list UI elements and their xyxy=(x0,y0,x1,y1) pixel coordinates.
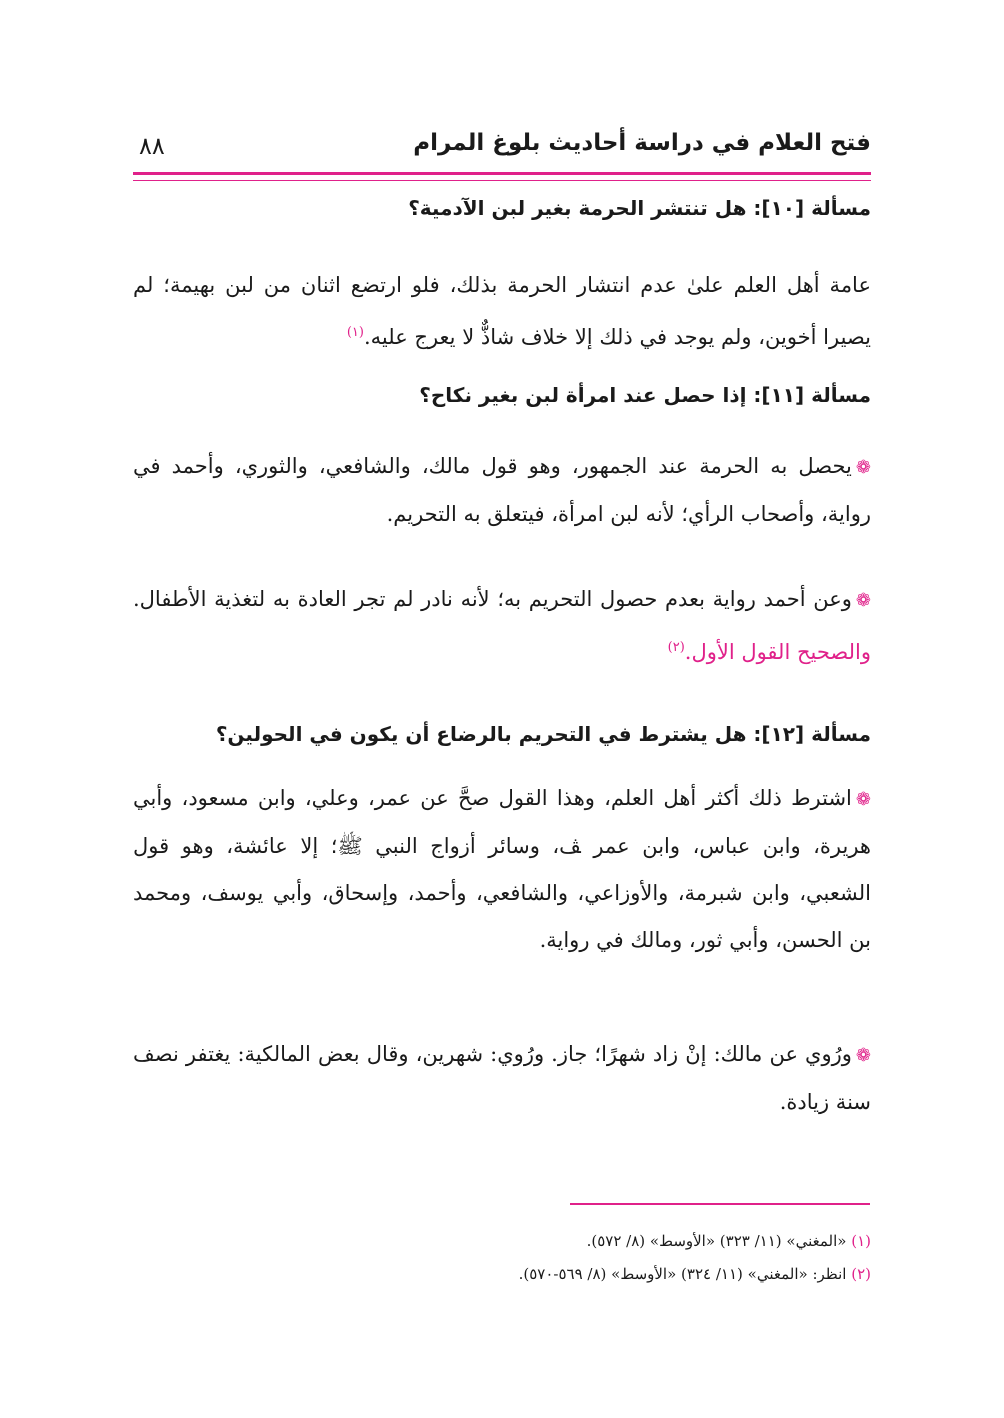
book-title: فتح العلام في دراسة أحاديث بلوغ المرام xyxy=(413,130,871,156)
preferred-opinion: والصحيح القول الأول. xyxy=(684,640,871,664)
question-11-text-1: يحصل به الحرمة عند الجمهور، وهو قول مالك، والشافعي، والثوري، وأحمد في رواية، وأصحاب الرأي؛ لأنه لبن امرأة، فيتعلق به التحريم. xyxy=(133,454,871,526)
header-rule-thick xyxy=(133,172,871,175)
question-10-paragraph xyxy=(133,262,871,361)
question-12-paragraph-2 xyxy=(133,1031,871,1126)
question-12-text-1: اشترط ذلك أكثر أهل العلم، وهذا القول صحَّ عن عمر، وعلي، وابن مسعود، وأبي هريرة، وابن عباس، وابن عمر ﭫ، وسائر أزواج النبي ﷺ؛ إلا عائشة، وهو قول الشعبي، وابن شبرمة، والأوزاعي، والشافعي، وأحمد، وإسحاق، وأبي يوسف، ومحمد بن الحسن، وأبي ثور، ومالك في رواية. xyxy=(133,786,871,952)
question-11-paragraph-2 xyxy=(133,576,871,676)
flower-bullet-icon: ❁ xyxy=(855,457,871,478)
footnote-ref-1[interactable]: (١) xyxy=(346,325,364,340)
footnote-2 xyxy=(133,1265,871,1283)
question-12-text-2: ورُوي عن مالك: إنْ زاد شهرًا؛ جاز. ورُوي: شهرين، وقال بعض المالكية: يغتفر نصف سنة زيادة. xyxy=(133,1042,871,1114)
footnote-text: «المغني» (١١/ ٣٢٣) «الأوسط» (٨/ ٥٧٢). xyxy=(586,1232,847,1250)
footnote-ref-2[interactable]: (٢) xyxy=(667,640,685,655)
flower-bullet-icon: ❁ xyxy=(855,789,871,810)
book-page xyxy=(133,0,871,1418)
flower-bullet-icon: ❁ xyxy=(855,590,871,611)
footnote-number: (٢) xyxy=(851,1265,871,1283)
footnote-text: انظر: «المغني» (١١/ ٣٢٤) «الأوسط» (٨/ ٥٦٩-٥٧٠). xyxy=(518,1265,847,1283)
running-header xyxy=(133,128,871,168)
footnote-number: (١) xyxy=(851,1232,871,1250)
question-11-paragraph-1 xyxy=(133,443,871,538)
question-12-heading: مسألة [١٢]: هل يشترط في التحريم بالرضاع أن يكون في الحولين؟ xyxy=(215,722,871,746)
question-11-text-2: وعن أحمد رواية بعدم حصول التحريم به؛ لأنه نادر لم تجر العادة به لتغذية الأطفال. xyxy=(133,587,852,611)
question-11-heading: مسألة [١١]: إذا حصل عند امرأة لبن بغير نكاح؟ xyxy=(419,383,871,407)
footnote-1 xyxy=(133,1232,871,1250)
flower-bullet-icon: ❁ xyxy=(855,1045,871,1066)
question-12-paragraph-1 xyxy=(133,775,871,964)
header-rule-thin xyxy=(133,180,871,181)
footnote-separator xyxy=(570,1203,870,1205)
question-10-heading: مسألة [١٠]: هل تنتشر الحرمة بغير لبن الآدمية؟ xyxy=(408,196,871,220)
question-10-text: عامة أهل العلم علىٰ عدم انتشار الحرمة بذلك، فلو ارتضع اثنان من لبن بهيمة؛ لم يصيرا أخوين، ولم يوجد في ذلك إلا خلاف شاذٌّ لا يعرج عليه. xyxy=(133,273,871,349)
page-number: ٨٨ xyxy=(139,132,165,160)
